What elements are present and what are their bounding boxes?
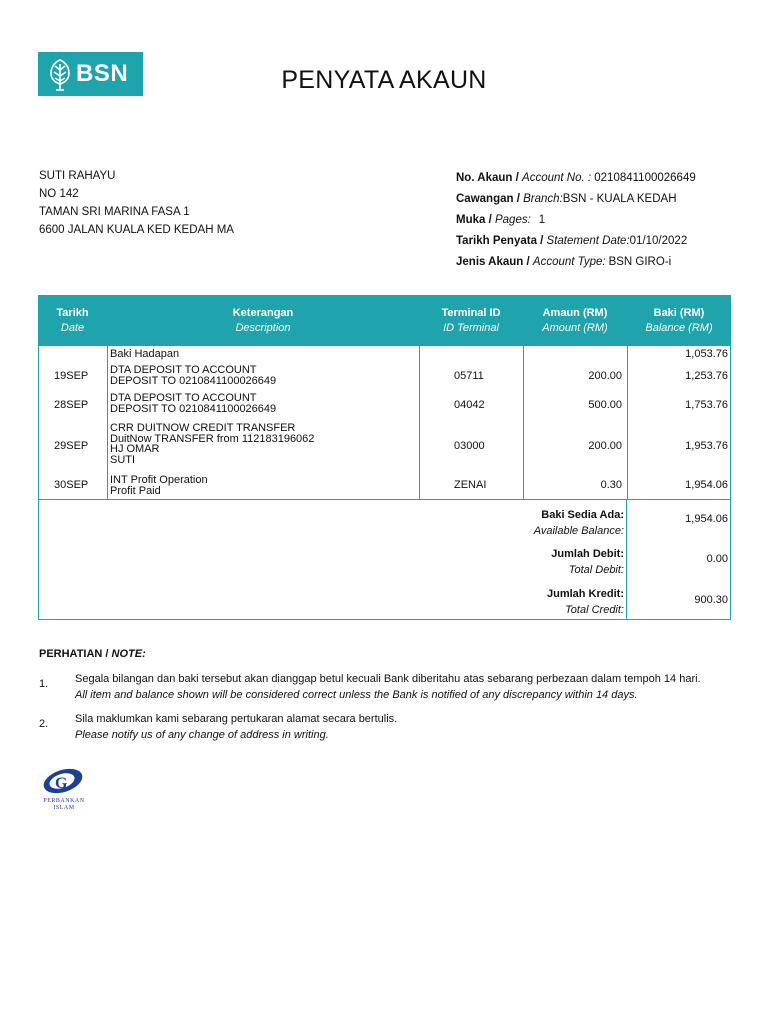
summary-divider	[626, 500, 627, 620]
total-debit-value: 0.00	[706, 553, 728, 565]
row-balance: 1,954.06	[685, 479, 728, 491]
row-amount: 200.00	[588, 370, 622, 382]
col-amount: Amaun (RM) Amount (RM)	[523, 295, 627, 345]
row-balance: 1,753.76	[685, 399, 728, 411]
notes-heading: PERHATIAN / NOTE:	[39, 648, 146, 660]
islamic-banking-logo-text: PERBANKAN ISLAM	[43, 798, 85, 811]
row-date: 19SEP	[54, 370, 89, 382]
row-terminal: ZENAI	[454, 479, 487, 491]
col-terminal: Terminal ID ID Terminal	[419, 295, 523, 345]
row-terminal: 05711	[454, 370, 484, 382]
row-description: CRR DUITNOW CREDIT TRANSFER DuitNow TRANSFER from 112183196062 HJ OMAR SUTI	[110, 422, 315, 466]
row-date: 28SEP	[54, 399, 89, 411]
row-amount: 500.00	[588, 399, 622, 411]
row-description: DTA DEPOSIT TO ACCOUNT DEPOSIT TO 0210841100026649	[110, 392, 277, 415]
account-number: 0210841100026649	[594, 172, 696, 184]
note-number-1: 1.	[39, 678, 49, 690]
address-line-2: TAMAN SRI MARINA FASA 1	[39, 206, 190, 218]
row-date: 29SEP	[54, 440, 89, 452]
column-divider	[627, 345, 628, 500]
row-balance: 1,953.76	[685, 440, 728, 452]
col-balance: Baki (RM) Balance (RM)	[627, 295, 731, 345]
statement-date: 01/10/2022	[629, 235, 688, 247]
branch-row: Cawangan / Branch:BSN - KUALA KEDAH	[456, 193, 677, 205]
row-date: 30SEP	[54, 479, 89, 491]
opening-desc: Baki Hadapan	[110, 348, 180, 360]
col-date: Tarikh Date	[38, 295, 107, 345]
opening-balance: 1,053.76	[685, 348, 728, 360]
account-number-row: No. Akaun / Account No. : 0210841100026649	[456, 172, 696, 184]
pages-row: Muka / Pages: 1	[456, 214, 546, 226]
address-line-3: 6600 JALAN KUALA KED KEDAH MA	[39, 224, 234, 236]
account-info	[456, 168, 696, 273]
row-terminal: 03000	[454, 440, 485, 452]
available-balance-value: 1,954.06	[685, 513, 728, 525]
customer-address	[39, 167, 234, 239]
row-terminal: 04042	[454, 399, 485, 411]
column-divider	[107, 345, 108, 500]
col-description: Keterangan Description	[107, 295, 419, 345]
note-1: Segala bilangan dan baki tersebut akan dianggap betul kecuali Bank diberitahu atas sebarang perbezaan dalam tempoh 14 hari. All item and balance shown will be considered correct unless the Bank is notified of any discrepancy within 14 days.	[75, 673, 701, 701]
page-title: PENYATA AKAUN	[281, 66, 487, 94]
svg-text:G: G	[55, 775, 68, 792]
transactions-table	[38, 295, 731, 345]
pages-value: 1	[538, 214, 546, 226]
row-description: INT Profit Operation Profit Paid	[110, 474, 208, 497]
row-description: DTA DEPOSIT TO ACCOUNT DEPOSIT TO 0210841100026649	[110, 364, 277, 387]
note-number-2: 2.	[39, 718, 49, 730]
logo-text: BSN	[76, 60, 129, 87]
column-divider	[523, 345, 524, 500]
row-amount: 0.30	[600, 479, 622, 491]
statement-date-row: Tarikh Penyata / Statement Date:01/10/2022	[456, 235, 688, 247]
table-header	[38, 295, 731, 345]
address-line-1: NO 142	[39, 188, 79, 200]
note-2: Sila maklumkan kami sebarang pertukaran alamat secara bertulis. Please notify us of any change of address in writing.	[75, 713, 398, 741]
customer-name: SUTI RAHAYU	[39, 170, 116, 182]
column-divider	[419, 345, 420, 500]
account-type-row: Jenis Akaun / Account Type: BSN GIRO-i	[456, 256, 672, 268]
islamic-banking-logo-icon	[40, 766, 86, 796]
row-amount: 200.00	[588, 440, 622, 452]
branch-value: BSN - KUALA KEDAH	[562, 193, 677, 205]
summary-box	[38, 500, 731, 620]
account-type: BSN GIRO-i	[608, 256, 672, 268]
available-balance-label: Baki Sedia Ada: Available Balance:	[533, 509, 624, 537]
row-balance: 1,253.76	[685, 370, 728, 382]
total-credit-value: 900.30	[694, 594, 728, 606]
total-debit-label: Jumlah Debit: Total Debit:	[551, 548, 624, 576]
total-credit-label: Jumlah Kredit: Total Credit:	[546, 588, 624, 616]
